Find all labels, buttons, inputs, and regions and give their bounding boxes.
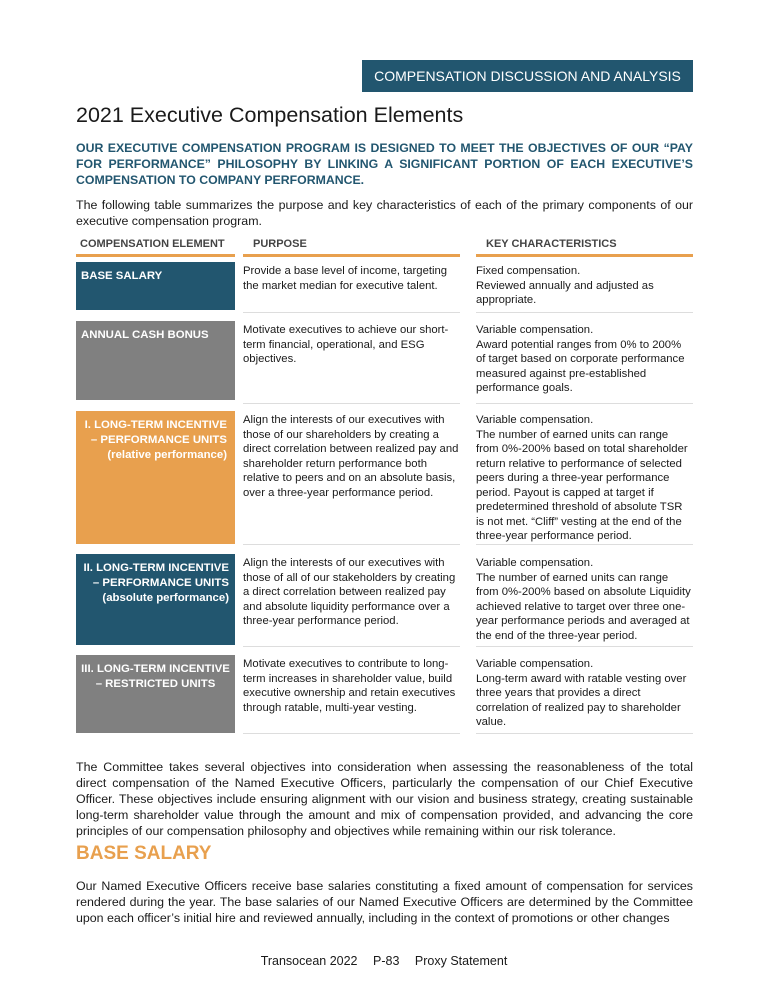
purpose-cell: Provide a base level of income, targeting the market median for executive talent.: [243, 262, 460, 313]
key-cell: Fixed compensation. Reviewed annually and adjusted as appropriate.: [476, 262, 693, 313]
page-title: 2021 Executive Compensation Elements: [76, 103, 464, 127]
purpose-cell: Motivate executives to achieve our short-term financial, operational, and ESG objectives.: [243, 321, 460, 404]
purpose-cell: Align the interests of our executives with those of our shareholders by creating a direct correlation between realized pay and shareholder return performance both relative to peers and on an absolute basis, over a three-year performance period.: [243, 411, 460, 545]
section-header-band: COMPENSATION DISCUSSION AND ANALYSIS: [362, 60, 693, 92]
key-cell: Variable compensation. Long-term award with ratable vesting over three years that provides a direct correlation of realized pay to shareholder value.: [476, 655, 693, 734]
element-ltip-relative: I. LONG-TERM INCENTIVE – PERFORMANCE UNITS (relative performance): [76, 411, 235, 544]
section-heading-base-salary: BASE SALARY: [76, 843, 212, 864]
committee-paragraph: The Committee takes several objectives into consideration when assessing the reasonableness of the total direct compensation of the Named Executive Officers, particularly the compensation of our Chief Executive Officer. These objectives include ensuring alignment with our vision and business strategy, creating sustainable long-term shareholder value through the amount and mix of compensation provided, and advancing the core principles of our compensation philosophy and objectives while remaining within our risk tolerance.: [76, 760, 693, 838]
element-restricted-units: III. LONG-TERM INCENTIVE – RESTRICTED UNITS: [76, 655, 235, 733]
element-ltip-absolute: II. LONG-TERM INCENTIVE – PERFORMANCE UNITS (absolute performance): [76, 554, 235, 645]
footer-company: Transocean 2022: [260, 954, 358, 968]
column-header-key: KEY CHARACTERISTICS: [476, 238, 693, 257]
footer-document: Proxy Statement: [414, 954, 508, 968]
column-header-element: COMPENSATION ELEMENT: [76, 238, 235, 257]
purpose-cell: Motivate executives to contribute to long-term increases in shareholder value, build executive ownership and retain executives through ratable, multi-year vesting.: [243, 655, 460, 734]
page-footer: [0, 954, 768, 968]
intro-paragraph: The following table summarizes the purpose and key characteristics of each of the primary components of our executive compensation program.: [76, 198, 693, 228]
key-cell: Variable compensation. Award potential ranges from 0% to 200% of target based on corporate performance measured against pre-established performance goals.: [476, 321, 693, 404]
column-header-purpose: PURPOSE: [243, 238, 460, 257]
base-salary-paragraph: Our Named Executive Officers receive base salaries constituting a fixed amount of compensation for services rendered during the year. The base salaries of our Named Executive Officers are determined by the Committee upon each officer’s initial hire and reviewed annually, including in the context of promotions or other changes: [76, 879, 693, 925]
key-cell: Variable compensation. The number of earned units can range from 0%-200% based on absolute Liquidity achieved relative to target over three one-year performance periods and averaged at the end of the three-year period.: [476, 554, 693, 647]
purpose-cell: Align the interests of our executives with those of all of our stakeholders by creating a direct correlation between realized pay and absolute liquidity performance over a three-year performance period.: [243, 554, 460, 647]
element-base-salary: BASE SALARY: [76, 262, 235, 310]
element-annual-cash-bonus: ANNUAL CASH BONUS: [76, 321, 235, 400]
key-cell: Variable compensation. The number of earned units can range from 0%-200% based on total shareholder return relative to performance of selected peers during a three-year performance period. Payout is capped at target if predetermined threshold of absolute TSR is not met. “Cliff” vesting at the end of the three-year performance period.: [476, 411, 693, 545]
footer-page-number: P-83: [373, 954, 400, 968]
lead-statement: OUR EXECUTIVE COMPENSATION PROGRAM IS DESIGNED TO MEET THE OBJECTIVES OF OUR “PAY FOR PERFORMANCE” PHILOSOPHY BY LINKING A SIGNIFICANT PORTION OF EACH EXECUTIVE’S COMPENSATION TO COMPANY PERFORMANCE.: [76, 141, 693, 187]
